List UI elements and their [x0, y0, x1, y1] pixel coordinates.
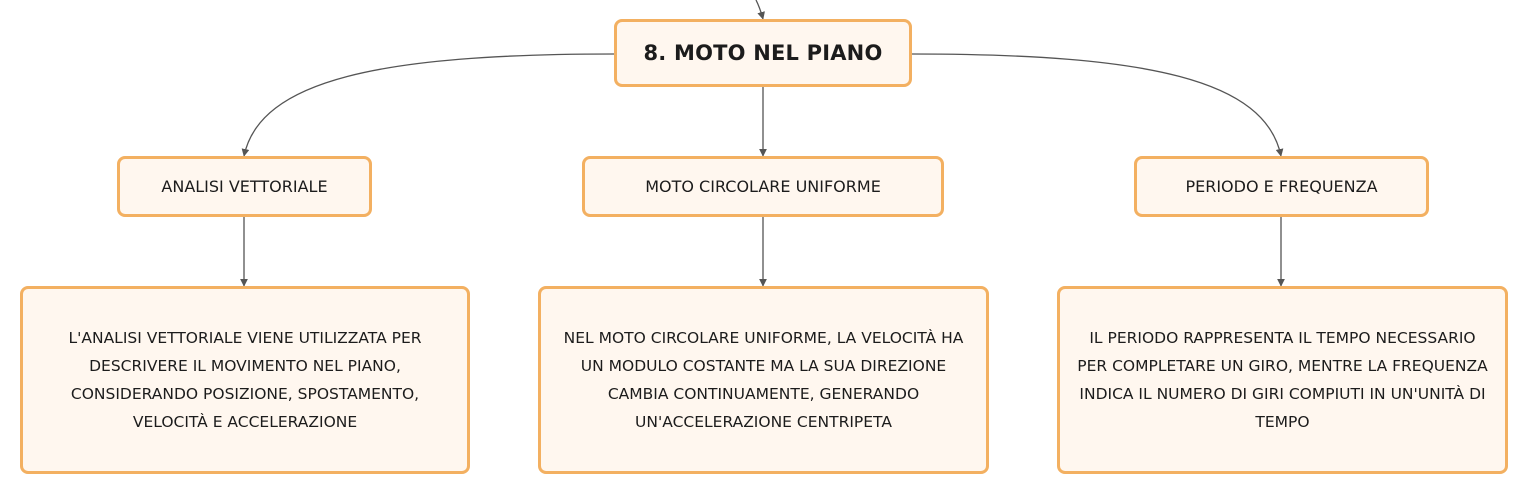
branch-node-periodo-e-frequenza[interactable] [1134, 156, 1429, 217]
connector-root-to-periodo [912, 54, 1281, 156]
branch-node-analisi-vettoriale[interactable] [117, 156, 372, 217]
root-node-label: 8. MOTO NEL PIANO [643, 41, 883, 65]
branch-node-moto-circolare-uniforme[interactable] [582, 156, 944, 217]
detail-node-moto-circolare-uniforme[interactable] [538, 286, 989, 474]
branch-node-label: PERIODO E FREQUENZA [1185, 177, 1378, 196]
detail-node-text: L'ANALISI VETTORIALE VIENE UTILIZZATA PER DESCRIVERE IL MOVIMENTO NEL PIANO, CONSIDERANDO POSIZIONE, SPOSTAMENTO, VELOCITÀ E ACCELERAZIONE [68, 329, 422, 431]
connector-root-to-analisi [244, 54, 614, 156]
branch-node-label: MOTO CIRCOLARE UNIFORME [645, 177, 881, 196]
detail-node-analisi-vettoriale[interactable] [20, 286, 470, 474]
detail-node-text: NEL MOTO CIRCOLARE UNIFORME, LA VELOCITÀ HA UN MODULO COSTANTE MA LA SUA DIREZIONE CAMBIA CONTINUAMENTE, GENERANDO UN'ACCELERAZIONE CENTRIPETA [563, 329, 964, 431]
root-node[interactable] [614, 19, 912, 87]
detail-node-text: IL PERIODO RAPPRESENTA IL TEMPO NECESSARIO PER COMPLETARE UN GIRO, MENTRE LA FREQUENZA INDICA IL NUMERO DI GIRI COMPIUTI IN UN'UNITÀ DI TEMPO [1077, 329, 1488, 431]
incoming-connector [756, 0, 763, 19]
detail-node-periodo-e-frequenza[interactable] [1057, 286, 1508, 474]
branch-node-label: ANALISI VETTORIALE [161, 177, 328, 196]
